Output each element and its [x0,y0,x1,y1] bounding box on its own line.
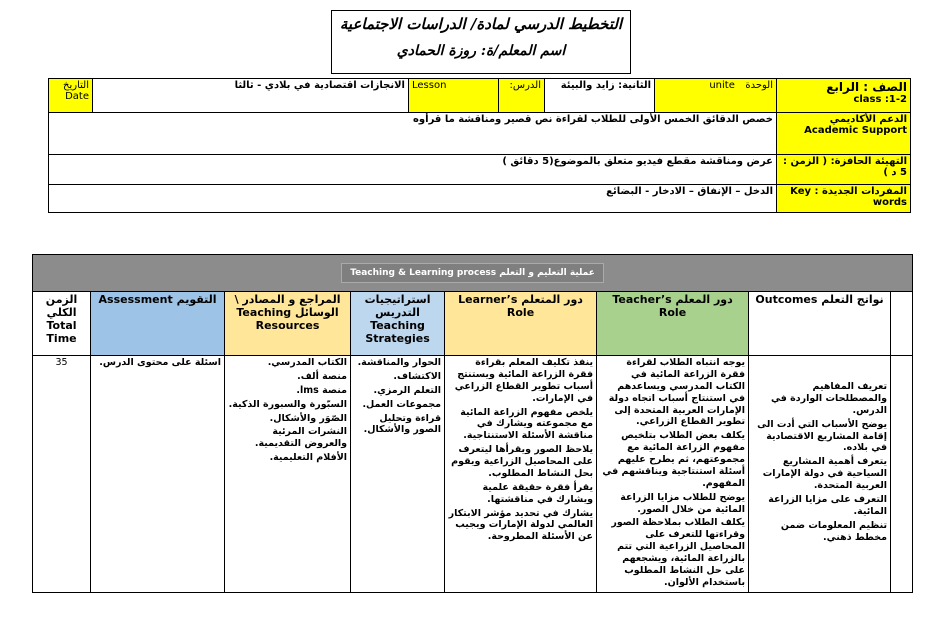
learner-item: يلاحظ الصور ويقرأها ليتعرف على المحاصيل الزراعية ويقوم بحل النشاط المطلوب. [451,444,594,479]
strategy-item: مجموعات العمل. [362,398,442,410]
strategies-cell [351,356,445,593]
process-banner: عملية التعليم و التعلم Teaching & Learning process [341,263,604,283]
teacher-role-cell [597,356,749,593]
assessment-cell [91,356,225,593]
teacher-name: اسم المعلم/ة: روزة الحمادي [396,43,566,59]
learner-item: يقرأ فقرة حقيقة علمية ويشارك في مناقشتها. [482,481,594,505]
learner-role-cell [445,356,597,593]
unit-label-cell [655,79,777,113]
resource-item: النشرات المرئية والعروض التقديمية. [254,426,348,450]
strategy-item: الاكتشاف. [393,370,442,382]
outcomes-cell [749,356,891,593]
assessment-value: اسئلة على محتوى الدرس. [99,357,222,368]
unit-label: الوحدة [745,80,773,91]
date-cell [49,79,93,113]
learner-item: ينفذ تكليف المعلم بقراءة فقرة الزراعة المائية ويستنتج أسباب تطوير القطاع الزراعي في الإمارات. [454,357,594,404]
resources-header: المراجع و المصادر \ الوسائل Teaching Resources [225,292,351,356]
strategies-header: استراتيجيات التدريس Teaching Strategies [351,292,445,356]
learner-item: يشارك في تحديد مؤشر الابتكار العالمي لدولة الإمارات ويجيب عن الأسئلة المطروحة. [448,507,594,543]
teacher-item: يكلف الطلاب بملاحظة الصور وقراءتها للتعرف على المحاصيل الزراعية التي تتم بالزراعة المائية، ويشجعهم على حل النشاط المطلوب باستخدام الألوان. [611,517,746,588]
outcomes-header: نواتج التعلم Outcomes [749,292,891,356]
grade-label: الصف : الرابع [826,80,907,94]
unit-en: unite [709,80,735,91]
lesson-info-table [48,78,911,213]
unit-value: الثانية: زايد والبيئة [545,79,655,113]
teacher-role-header: دور المعلم Teacher’s Role [597,292,749,356]
resource-item: السبّورة والسبورة الذكية. [228,398,348,410]
vocab-value: الدخل – الإنفاق – الادخار - البضائع [49,185,777,213]
class-label: class :1-2 [853,94,907,105]
resource-item: الصّوَر والأشكال. [269,412,348,424]
strategy-item: الحوار والمناقشة. [357,357,442,368]
lesson-en: Lesson [409,79,499,113]
time-header: الزمن الكلي Total Time [33,292,91,356]
outcome-item: تنظيم المعلومات ضمن مخطط ذهني. [780,519,888,543]
strategy-item: التعلم الرمزي. [373,384,442,396]
time-value: 35 [55,357,68,368]
teacher-item: يوجه انتباه الطلاب لقراءة فقرة الزراعة المائية في الكتاب المدرسي ويساعدهم في استنتاج أسباب اتجاه دولة الإمارات العربية المتحدة إلى تطوير القطاع الزراعي. [608,357,746,428]
assessment-header: التقويم Assessment [91,292,225,356]
strategy-item: قراءة وتحليل الصور والأشكال. [363,412,442,436]
title-box [331,10,631,74]
warmup-label: التهيئة الحافزة: ( الزمن : 5 د ) [777,155,911,185]
teacher-item: يوضح للطلاب مزايا الزراعة المائية من خلال الصور. [620,491,746,515]
outcome-item: يوضح الأسباب التي أدت الى إقامة المشاريع الاقتصادية في بلاده. [757,418,888,454]
outcome-item: التعرف على مزايا الزراعة المائية. [768,493,888,517]
resource-item: الكتاب المدرسي. [267,357,348,368]
support-en: Academic Support [804,125,907,136]
resource-item: منصة ألف. [297,370,348,382]
lesson-value: الانجازات اقتصادية في بلادي - ثالثا [93,79,409,113]
learner-item: يلخص مفهوم الزراعة المائية مع مجموعته ويشارك في مناقشة الأسئلة الاستنتاجية. [460,406,594,442]
resources-cell [225,356,351,593]
date-en: Date [65,91,89,102]
lesson-label: الدرس: [499,79,545,113]
extra-header [891,292,913,356]
teacher-item: يكلف بعض الطلاب بتلخيص مفهوم الزراعة المائية مع مجموعتهم، ثم يطرح عليهم أسئلة استنتاجية ويناقشهم في المفهوم. [602,430,746,489]
resource-item: الأفلام التعليمية. [269,452,348,464]
vocab-label: المفردات الجديدة : Key words [777,185,911,213]
date-label: التاريخ [63,80,89,91]
outcome-item: يتعرف أهمية المشاريع السياحية في دولة الإمارات العربية المتحدة. [762,456,888,491]
extra-cell [891,356,913,593]
document-title: التخطيط الدرسي لمادة/ الدراسات الاجتماعية [339,15,623,33]
process-banner-row [33,255,913,292]
resource-item: منصة lms. [296,384,348,396]
grade-cell [777,79,911,113]
time-cell [33,356,91,593]
teaching-process-table [32,254,913,593]
support-label-cell [777,113,911,155]
learner-role-header: دور المتعلم Learner’s Role [445,292,597,356]
support-value: خصص الدقائق الخمس الأولى للطلاب لقراءة نص قصير ومناقشة ما قرأوه [49,113,777,155]
support-label: الدعم الأكاديمي [829,114,907,125]
warmup-value: عرض ومناقشة مقطع فيديو متعلق بالموضوع(5 دقائق ) [49,155,777,185]
outcome-item: تعريف المفاهيم والمصطلحات الواردة في الدرس. [771,381,888,416]
